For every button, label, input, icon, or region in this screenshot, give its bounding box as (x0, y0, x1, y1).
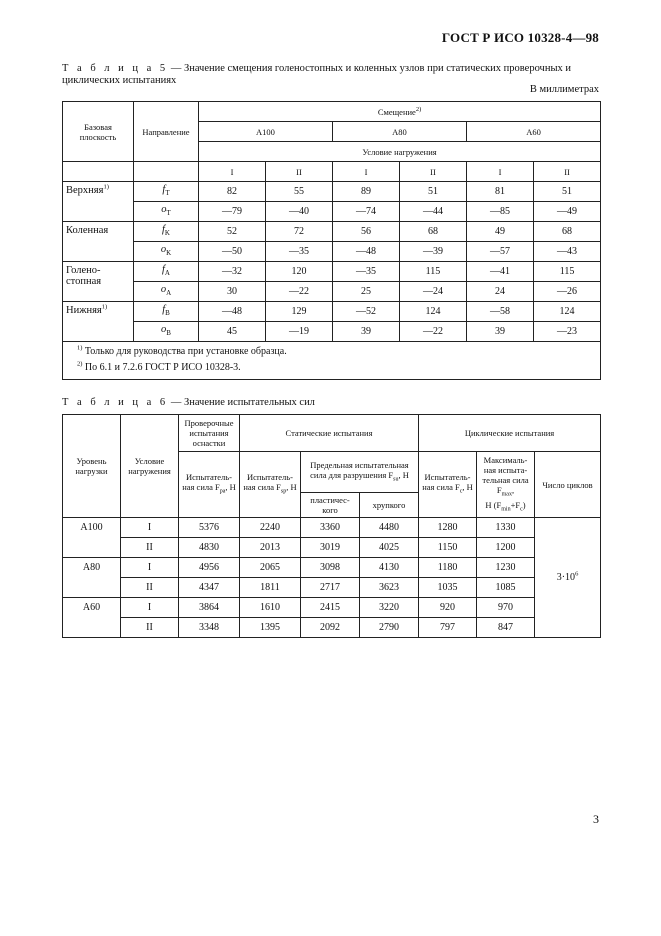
table5-cell: —74 (333, 202, 400, 222)
table6 (62, 414, 601, 638)
table5-cell: —79 (199, 202, 266, 222)
table5-direction-symbol: $o_A$ (134, 282, 199, 302)
table5-direction-symbol: $f_T$ (134, 182, 199, 202)
footnote-2: $^{2)}$ По 6.1 и 7.2.6 ГОСТ Р ИСО 10328-3. (77, 360, 241, 373)
table5-direction-symbol: $o_B$ (134, 322, 199, 342)
table6-cell: 1035 (419, 578, 477, 598)
table5-direction-symbol: $o_K$ (134, 242, 199, 262)
table5-cell: —24 (400, 282, 467, 302)
table6-head-fc: Испытатель-ная сила $F_c$, Н (419, 452, 477, 518)
table5-cell: —43 (534, 242, 601, 262)
table5-cell: 124 (400, 302, 467, 322)
table6-head-cycles: Число циклов (535, 452, 601, 518)
table5-cell: 51 (400, 182, 467, 202)
table6-cell: 3360 (301, 518, 360, 538)
table6-head-level: Уровень нагрузки (63, 415, 121, 518)
table6-caption-label: Т а б л и ц а 6 (62, 397, 169, 408)
table5-cell: —44 (400, 202, 467, 222)
table5-cell: 49 (467, 222, 534, 242)
table5-cell: 24 (467, 282, 534, 302)
table6-cell: 3623 (360, 578, 419, 598)
table5-base-plane: Нижняя$^{1)}$ (63, 302, 134, 342)
table5-row (63, 282, 601, 302)
table5-cell: 45 (199, 322, 266, 342)
table6-cell: 1085 (477, 578, 535, 598)
table6-cell: 847 (477, 618, 535, 638)
table6-cell: 1330 (477, 518, 535, 538)
table6-cell: 2717 (301, 578, 360, 598)
table5-cell: 56 (333, 222, 400, 242)
document-header: ГОСТ Р ИСО 10328-4—98 (441, 30, 599, 45)
page-number: 3 (593, 812, 599, 826)
table5-cell: —52 (333, 302, 400, 322)
table5-head-displacement: Смещение$^{2)}$ (199, 102, 601, 122)
table5-unit: В миллиметрах (529, 84, 599, 95)
table5-cell: 120 (266, 262, 333, 282)
table5-cell: 52 (199, 222, 266, 242)
table6-head-static: Статические испытания (240, 415, 419, 452)
table5-cell: —35 (333, 262, 400, 282)
table6-condition: II (121, 538, 179, 558)
table5-cell: —41 (467, 262, 534, 282)
table5-row (63, 242, 601, 262)
table5-cond-label: II (400, 162, 467, 182)
table6-cell: 2065 (240, 558, 301, 578)
table5-base-plane: Верхняя$^{1)}$ (63, 182, 134, 222)
table5-cell: —85 (467, 202, 534, 222)
table5-cell: —26 (534, 282, 601, 302)
table6-head-cyclic: Циклические испытания (419, 415, 601, 452)
table5-row (63, 322, 601, 342)
table6-cell: 3864 (179, 598, 240, 618)
table6-head-equipment: Проверочные испытания оснастки (179, 415, 240, 452)
table6-cell: 2415 (301, 598, 360, 618)
table6-caption (62, 397, 315, 409)
table5-cell: —48 (333, 242, 400, 262)
table5-cell: 72 (266, 222, 333, 242)
table6-cell: 3220 (360, 598, 419, 618)
table5-cell: 68 (400, 222, 467, 242)
table5-cell: —50 (199, 242, 266, 262)
table6-level: А80 (63, 558, 121, 598)
table6-cell: 970 (477, 598, 535, 618)
table5-head-condition: Условие нагружения (199, 142, 601, 162)
table5-cell: 25 (333, 282, 400, 302)
table5-base-plane: Голено- стопная (63, 262, 134, 302)
table5-cell: —22 (266, 282, 333, 302)
table5-direction-symbol: $f_A$ (134, 262, 199, 282)
table6-row (63, 618, 601, 638)
table6-row (63, 558, 601, 578)
table6-level: А60 (63, 598, 121, 638)
table5-caption-text: — Значение смещения голеностопных и коленных узлов при статических проверочных и циклических испытаниях (62, 63, 572, 86)
table5-row (63, 262, 601, 282)
table5-cell: —32 (199, 262, 266, 282)
table5-cell: —49 (534, 202, 601, 222)
table6-row (63, 598, 601, 618)
table5-cell: 55 (266, 182, 333, 202)
table5-cond-label: I (333, 162, 400, 182)
table5-head-level: А60 (467, 122, 601, 142)
table5-caption (62, 63, 602, 87)
table5-row (63, 182, 601, 202)
table6-head-fpa: Испытатель-ная сила $F_{pa}$, Н (179, 452, 240, 518)
table6-head-condition: Условие нагружения (121, 415, 179, 518)
table5-cell: 89 (333, 182, 400, 202)
table5-footnotes (63, 342, 601, 380)
table6-cell: 2092 (301, 618, 360, 638)
table6-cell: 1395 (240, 618, 301, 638)
table6-cell: 4130 (360, 558, 419, 578)
table5-cond-label: II (266, 162, 333, 182)
table5-cell: 115 (534, 262, 601, 282)
table6-cell: 920 (419, 598, 477, 618)
table5-cell: —23 (534, 322, 601, 342)
table5-cell: 68 (534, 222, 601, 242)
table5-cell: —19 (266, 322, 333, 342)
table6-cell: 4830 (179, 538, 240, 558)
table6-row (63, 578, 601, 598)
table6-cell: 2790 (360, 618, 419, 638)
table6-cell: 2240 (240, 518, 301, 538)
table6-row (63, 538, 601, 558)
table6-level: А100 (63, 518, 121, 558)
table5-row (63, 202, 601, 222)
table6-head-plastic: пластичес-кого (301, 493, 360, 518)
table6-cell: 2013 (240, 538, 301, 558)
table6-head-brittle: хрупкого (360, 493, 419, 518)
table5-cell: 115 (400, 262, 467, 282)
table5-head-level: А100 (199, 122, 333, 142)
table5-cell: —35 (266, 242, 333, 262)
table5-cell: —39 (400, 242, 467, 262)
table5-direction-symbol: $f_B$ (134, 302, 199, 322)
table5-base-plane: Коленная (63, 222, 134, 262)
table6-cell: 4025 (360, 538, 419, 558)
table5-cond-label: II (534, 162, 601, 182)
table6-head-fmax: Максималь-ная испыта-тельная сила $F_{max}$, Н $(F_{min}+F_c)$ (477, 452, 535, 518)
table6-cell: 5376 (179, 518, 240, 538)
table6-cell: 3019 (301, 538, 360, 558)
table6-cell: 4956 (179, 558, 240, 578)
table5-cell: —57 (467, 242, 534, 262)
table6-cell: 1180 (419, 558, 477, 578)
table6-head-fsu: Предельная испытательная сила для разрушения $F_{su}$, Н (301, 452, 419, 493)
footnote-1: $^{1)}$ Только для руководства при установке образца. (77, 344, 287, 357)
table5-cell: 124 (534, 302, 601, 322)
table5-cell: 81 (467, 182, 534, 202)
table6-cell: 3098 (301, 558, 360, 578)
table6-condition: I (121, 558, 179, 578)
table5-cond-label: I (467, 162, 534, 182)
table5-cond-label: I (199, 162, 266, 182)
table6-cell: 4480 (360, 518, 419, 538)
table6-cycles-value: $3\cdot 10^6$ (535, 518, 601, 638)
table5-cell: —22 (400, 322, 467, 342)
table5-cell: 30 (199, 282, 266, 302)
table6-condition: II (121, 618, 179, 638)
table6-cell: 1811 (240, 578, 301, 598)
table5-cell: —48 (199, 302, 266, 322)
table6-cell: 797 (419, 618, 477, 638)
table5-direction-symbol: $o_T$ (134, 202, 199, 222)
table6-cell: 4347 (179, 578, 240, 598)
table5-head-direction: Направление (134, 102, 199, 162)
table6-cell: 1280 (419, 518, 477, 538)
table5-row (63, 222, 601, 242)
table6-head-fsp: Испытатель-ная сила $F_{sp}$, Н (240, 452, 301, 518)
table5-head-base: Базовая плоскость (63, 102, 134, 162)
table6-cell: 1150 (419, 538, 477, 558)
table5-head-level: А80 (333, 122, 467, 142)
table5-cell: 39 (467, 322, 534, 342)
table5-cell: —58 (467, 302, 534, 322)
table6-cell: 1200 (477, 538, 535, 558)
table6-row (63, 518, 601, 538)
table6-condition: II (121, 578, 179, 598)
table6-cell: 1230 (477, 558, 535, 578)
table6-cell: 1610 (240, 598, 301, 618)
table6-cell: 3348 (179, 618, 240, 638)
table6-condition: I (121, 518, 179, 538)
table5-caption-label: Т а б л и ц а 5 (62, 63, 169, 74)
table5 (62, 101, 601, 380)
table5-cell: 129 (266, 302, 333, 322)
table5-row (63, 302, 601, 322)
table5-cell: —40 (266, 202, 333, 222)
table5-cell: 39 (333, 322, 400, 342)
table5-direction-symbol: $f_K$ (134, 222, 199, 242)
table5-cell: 82 (199, 182, 266, 202)
table6-caption-text: — Значение испытательных сил (168, 397, 315, 408)
table6-condition: I (121, 598, 179, 618)
table5-cell: 51 (534, 182, 601, 202)
